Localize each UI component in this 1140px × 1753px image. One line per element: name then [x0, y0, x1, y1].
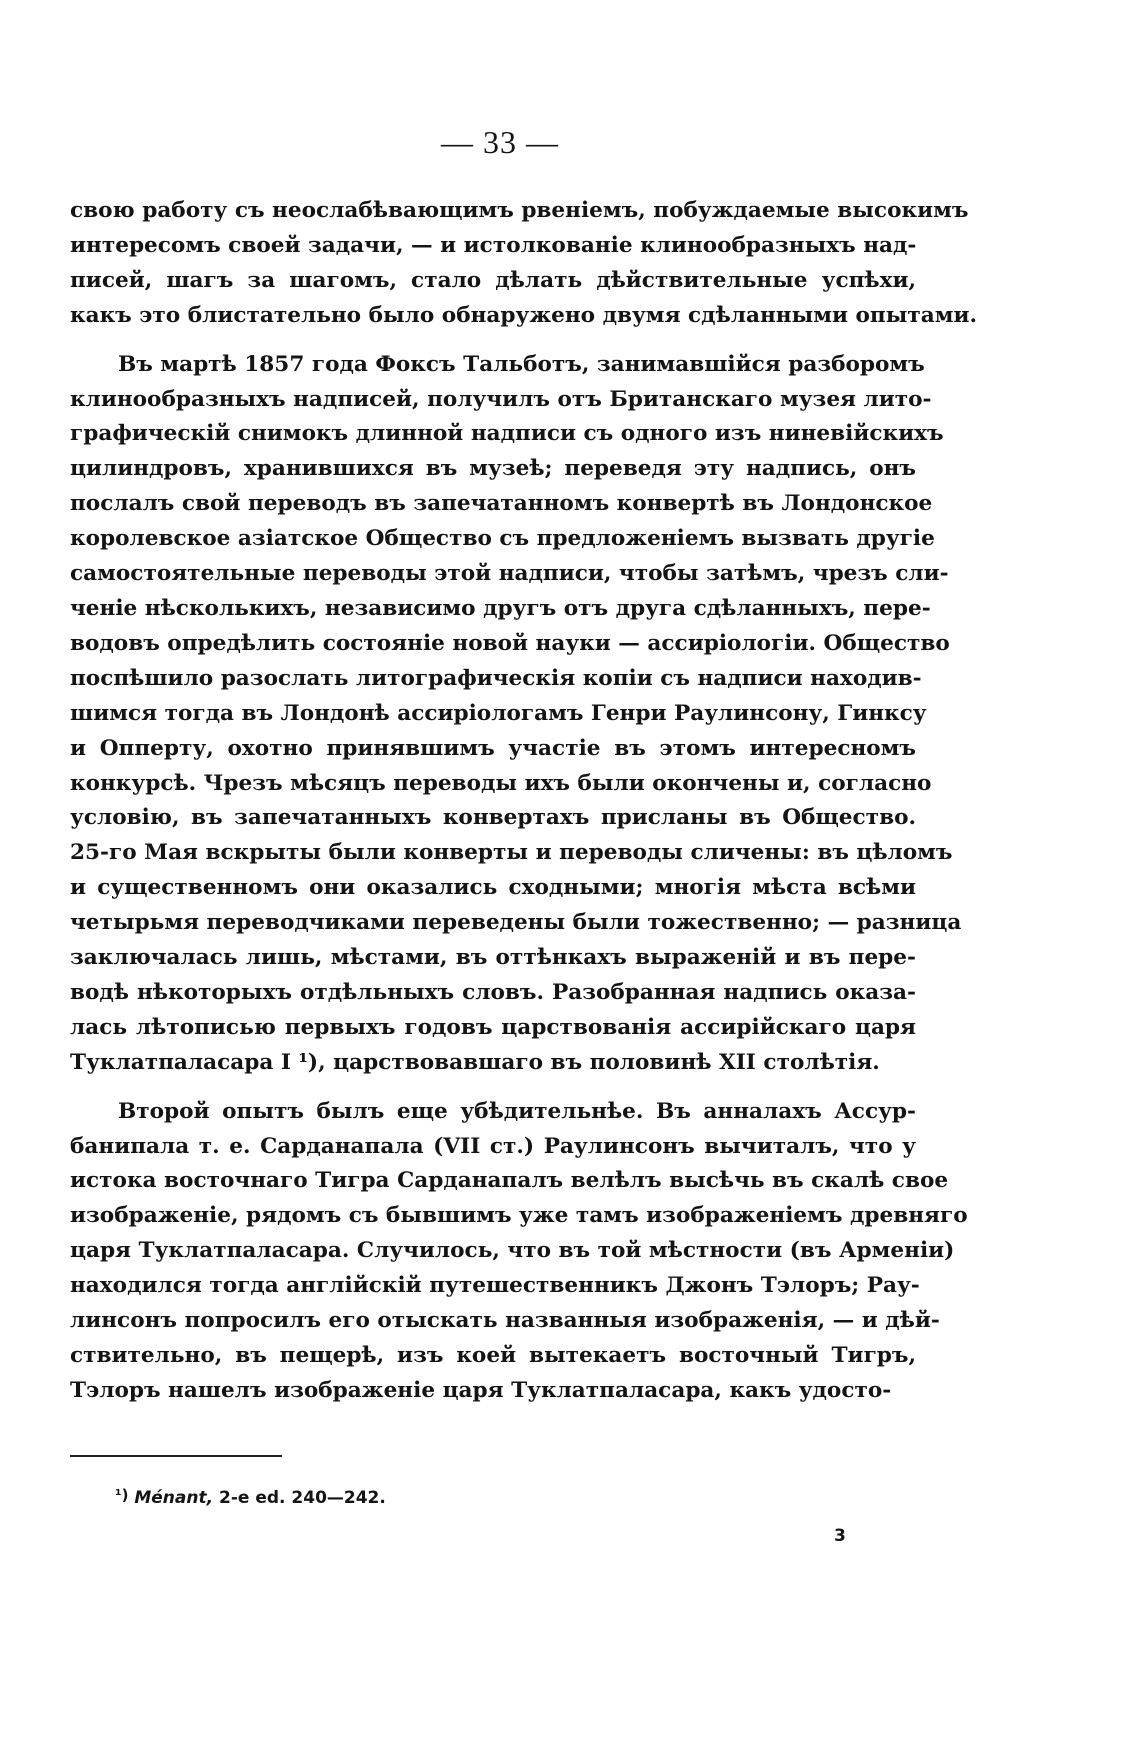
text-line: королевское азіатское Общество съ предложеніемъ вызвать другіе	[70, 526, 935, 552]
text-line: водовъ опредѣлить состояніе новой науки — ассиріологіи. Общество	[70, 630, 950, 656]
text-line: четырьмя переводчиками переведены были тожественно; — разница	[70, 910, 962, 936]
text-line: Туклатпаласара I ¹), царствовавшаго въ половинѣ XII столѣтія.	[70, 1049, 880, 1075]
text-line: истока восточнаго Тигра Сарданапалъ велѣлъ высѣчь въ скалѣ свое	[70, 1168, 949, 1194]
text-line: находился тогда англійскій путешественникъ Джонъ Тэлоръ; Рау-	[70, 1273, 920, 1299]
footnote-marker: ¹)	[115, 1486, 129, 1504]
footnote	[115, 1486, 386, 1508]
text-line: линсонъ попросилъ его отыскать названныя изображенія, — и дѣй-	[70, 1308, 940, 1334]
text-line: изображеніе, рядомъ съ бывшимъ уже тамъ изображеніемъ древняго	[70, 1203, 968, 1229]
text-line: послалъ свой переводъ въ запечатанномъ конвертѣ въ Лондонское	[70, 491, 933, 517]
paragraph	[70, 348, 962, 1081]
text-line: графическій снимокъ длинной надписи съ одного изъ ниневійскихъ	[70, 421, 944, 447]
text-line: Въ мартѣ 1857 года Фоксъ Тальботъ, занимавшійся разборомъ	[118, 351, 925, 377]
text-line: интересомъ своей задачи, — и истолкованіе клинообразныхъ над-	[70, 232, 917, 258]
footnote-author: Ménant,	[134, 1488, 214, 1508]
footnote-divider	[70, 1455, 282, 1457]
body-text	[70, 194, 978, 1409]
paragraph	[70, 194, 978, 334]
text-line: лась лѣтописью первыхъ годовъ царствованія ассирійскаго царя	[70, 1014, 916, 1040]
text-line: и существенномъ они оказались сходными; многія мѣста всѣми	[70, 875, 916, 901]
footnote-reference: 2-e ed. 240—242.	[219, 1488, 386, 1508]
text-line: Второй опытъ былъ еще убѣдительнѣе. Въ анналахъ Ассур-	[118, 1098, 916, 1124]
page-number: — 33 —	[441, 124, 559, 160]
text-line: условію, въ запечатанныхъ конвертахъ присланы въ Общество.	[70, 805, 916, 831]
text-line: банипала т. е. Сарданапала (VII ст.) Раулинсонъ вычиталъ, что у	[70, 1133, 916, 1159]
text-line: конкурсѣ. Чрезъ мѣсяцъ переводы ихъ были окончены и, согласно	[70, 770, 932, 796]
text-line: царя Туклатпаласара. Случилось, что въ той мѣстности (въ Арменіи)	[70, 1238, 955, 1264]
text-line: писей, шагъ за шагомъ, стало дѣлать дѣйствительные успѣхи,	[70, 267, 916, 293]
text-line: цилиндровъ, хранившихся въ музеѣ; переведя эту надпись, онъ	[70, 456, 916, 482]
text-line: поспѣшило разослать литографическія копіи съ надписи находив-	[70, 665, 922, 691]
printer-signature-mark: 3	[834, 1526, 846, 1546]
text-line: какъ это блистательно было обнаружено двумя сдѣланными опытами.	[70, 302, 978, 328]
text-line: клинообразныхъ надписей, получилъ отъ Британскаго музея лито-	[70, 386, 932, 412]
text-line: Тэлоръ нашелъ изображеніе царя Туклатпаласара, какъ удосто-	[70, 1377, 892, 1403]
text-line: ченіе нѣсколькихъ, независимо другъ отъ друга сдѣланныхъ, пере-	[70, 595, 931, 621]
text-line: водѣ нѣкоторыхъ отдѣльныхъ словъ. Разобранная надпись оказа-	[70, 979, 916, 1005]
text-line: шимся тогда въ Лондонѣ ассиріологамъ Генри Раулинсону, Гинксу	[70, 700, 927, 726]
text-line: 25-го Мая вскрыты были конверты и переводы сличены: въ цѣломъ	[70, 840, 953, 866]
text-line: самостоятельные переводы этой надписи, чтобы затѣмъ, чрезъ сли-	[70, 561, 949, 587]
text-line: и Опперту, охотно принявшимъ участіе въ этомъ интересномъ	[70, 735, 916, 761]
text-line: заключалась лишь, мѣстами, въ оттѣнкахъ выраженій и въ пере-	[70, 945, 916, 971]
text-line: ствительно, въ пещерѣ, изъ коей вытекаетъ восточный Тигръ,	[70, 1343, 916, 1368]
text-line: свою работу съ неослабѣвающимъ рвеніемъ, побуждаемые высокимъ	[70, 198, 969, 223]
paragraph	[70, 1095, 968, 1409]
